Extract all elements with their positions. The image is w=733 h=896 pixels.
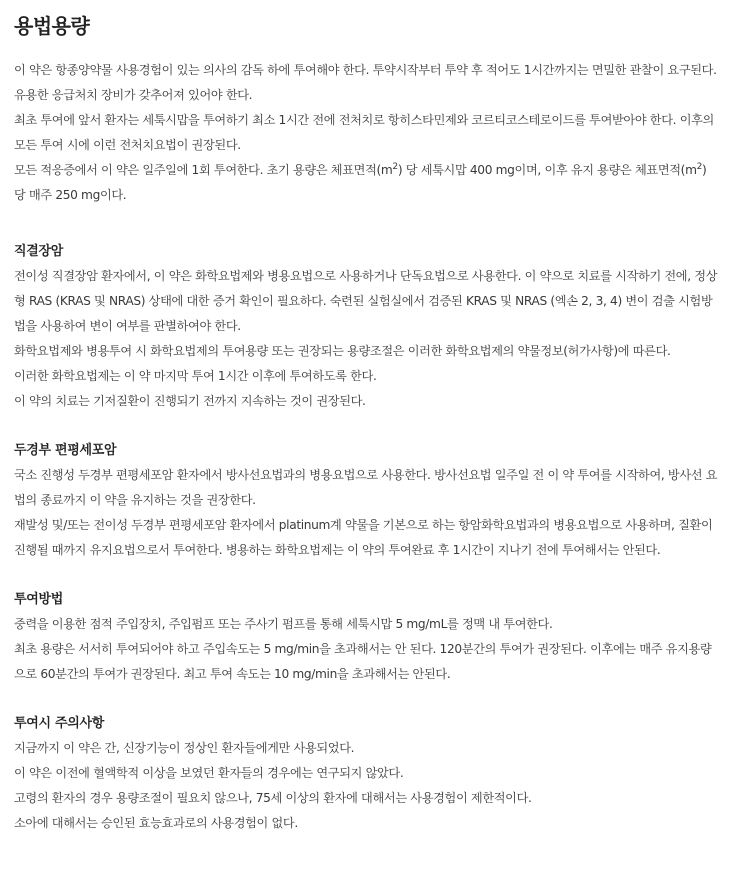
section-paragraph: 이 약은 이전에 혈액학적 이상을 보였던 환자들의 경우에는 연구되지 않았다.	[14, 766, 404, 780]
dose-text: ) 당 매주 250 mg이다.	[14, 163, 707, 202]
intro-section	[14, 58, 721, 208]
dose-text: ) 당 세툭시맙 400 mg이며, 이후 유지 용량은 체표면적(m	[397, 163, 697, 177]
section-paragraph: 국소 진행성 두경부 편평세포암 환자에서 방사선요법과의 병용요법으로 사용한다. 방사선요법 일주일 전 이 약 투여를 시작하여, 방사선 요법의 종료까지 이 약을 유지하는 것을 권장한다.	[14, 468, 718, 507]
dose-paragraph	[14, 158, 721, 208]
dose-text: 모든 적응증에서 이 약은 일주일에 1회 투여한다. 초기 용량은 체표면적(m	[14, 163, 393, 177]
section-paragraph: 중력을 이용한 점적 주입장치, 주입펌프 또는 주사기 펌프를 통해 세툭시맙 5 mg/mL를 정맥 내 투여한다.	[14, 617, 553, 631]
section-paragraph: 지금까지 이 약은 간, 신장기능이 정상인 환자들에게만 사용되었다.	[14, 741, 355, 755]
section-paragraph: 화학요법제와 병용투여 시 화학요법제의 투여용량 또는 권장되는 용량조절은 이러한 화학요법제의 약물정보(허가사항)에 따른다.	[14, 344, 671, 358]
section-heading: 투여시 주의사항	[14, 716, 105, 731]
intro-paragraph: 최초 투여에 앞서 환자는 세툭시맙을 투여하기 최소 1시간 전에 전처치로 항히스타민제와 코르티코스테로이드를 투여받아야 한다. 이후의 모든 투여 시에 이런 전처치요법이 권장된다.	[14, 113, 714, 152]
section-paragraph: 재발성 및/또는 전이성 두경부 편평세포암 환자에서 platinum계 약물을 기본으로 하는 항암화학요법과의 병용요법으로 사용하며, 질환이 진행될 때까지 유지요법으로서 투여한다. 병용하는 화학요법제는 이 약의 투여완료 후 1시간이 지나기 전에 투여해서는 안된다.	[14, 518, 713, 557]
page-title: 용법용량	[14, 14, 90, 38]
section-head-neck-cancer	[14, 438, 721, 563]
section-paragraph: 전이성 직결장암 환자에서, 이 약은 화학요법제와 병용요법으로 사용하거나 단독요법으로 사용한다. 이 약으로 치료를 시작하기 전에, 정상형 RAS (KRAS 및 NRAS) 상태에 대한 증거 확인이 필요하다. 숙련된 실험실에서 검증된 KRAS 및 NRAS (엑손 2, 3, 4) 변이 검출 시험방법을 사용하여 변이 여부를 판별하여야 한다.	[14, 269, 718, 333]
intro-paragraph: 이 약은 항종양약물 사용경험이 있는 의사의 감독 하에 투여해야 한다. 투약시작부터 투약 후 적어도 1시간까지는 면밀한 관찰이 요구된다. 유용한 응급처치 장비가 갖추어져 있어야 한다.	[14, 63, 717, 102]
section-heading: 직결장암	[14, 244, 64, 259]
section-paragraph: 소아에 대해서는 승인된 효능효과로의 사용경험이 없다.	[14, 816, 298, 830]
section-paragraph: 최초 용량은 서서히 투여되어야 하고 주입속도는 5 mg/min을 초과해서는 안 된다. 120분간의 투여가 권장된다. 이후에는 매주 유지용량으로 60분간의 투여가 권장된다. 최고 투여 속도는 10 mg/min을 초과해서는 안된다.	[14, 642, 712, 681]
section-administration-method	[14, 587, 721, 687]
superscript: 2	[696, 162, 702, 172]
section-paragraph: 이 약의 치료는 기저질환이 진행되기 전까지 지속하는 것이 권장된다.	[14, 394, 366, 408]
section-heading: 두경부 편평세포암	[14, 443, 117, 458]
section-colorectal-cancer	[14, 239, 721, 414]
superscript: 2	[392, 162, 398, 172]
section-precautions	[14, 711, 721, 836]
section-paragraph: 고령의 환자의 경우 용량조절이 필요치 않으나, 75세 이상의 환자에 대해서는 사용경험이 제한적이다.	[14, 791, 532, 805]
section-heading: 투여방법	[14, 592, 64, 607]
section-paragraph: 이러한 화학요법제는 이 약 마지막 투여 1시간 이후에 투여하도록 한다.	[14, 369, 377, 383]
